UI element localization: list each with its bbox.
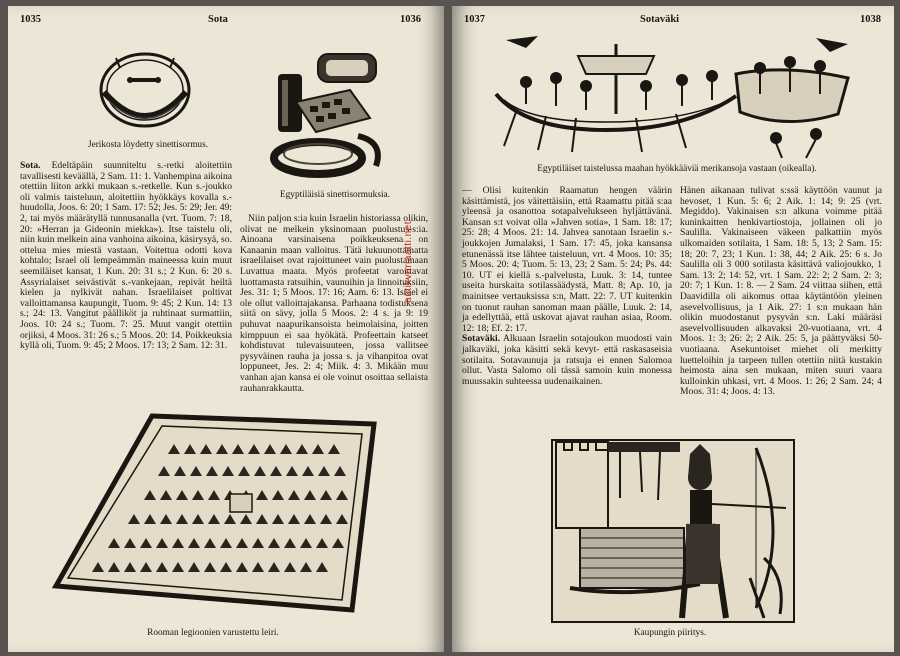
intro-paragraph: — Olisi kuitenkin Raamatun hengen väärin käsittämistä, jos väitettäisiin, että Raamattu pitää s:aa yleensä ja osanottoa sotapalvelukseen hyljättävänä. Kansan s:t voivat olla »Jahven sotia», 1 Sam. 18: 17; 25: 28; 4 Moos. 21: 14. Jahvea sanotaan Israelin s.-joukkojen Jumalaksi, 1 Sam. 17: 45, joka kansansa etunenässä itse lähtee taisteluun, vrt. 4 Moos. 10: 35; 5 Moos. 20: 4; Tuom. 5: 13, 23; 2 Sam. 5: 24; Ps. 44: 10. UT ei kiellä s.-palvelusta, Luuk. 3: 14, tuntee useita hurskaita sotilassäädystä, Matt. 8; Ap. 10, ja mainitsee vertauksissa s:n, Matt. 22: 7. UT kuitenkin on tuonut rauhan sanoman maan päälle, Luuk. 2: 14, ja edellyttää, että uskovat ajavat rauhan asiaa, Room. 12: 18; Ef. 2: 17.: [462, 185, 672, 334]
page-number-1037: 1037: [464, 14, 485, 25]
siege-caption: Kaupungin piiritys.: [633, 628, 707, 638]
right-column-1: [462, 186, 672, 434]
watermark-stamp: antikvariaatti.net: [403, 221, 414, 303]
roman-camp-illustration: [48, 410, 384, 618]
ring-caption: Jerikosta löydetty sinettisormus.: [87, 140, 209, 150]
left-page: [8, 6, 444, 652]
left-column-2: [240, 214, 428, 404]
naval-battle-relief-illustration: [486, 34, 858, 162]
seals-caption: Egyptiläisiä sinettisormuksia.: [279, 190, 390, 200]
left-column-1: [20, 161, 232, 407]
entry-text-sota: Edeltäpäin suunniteltu s.-retki aloitettiin tavallisesti keväällä, 2 Sam. 11: 1. Vanhempina aikoina otettiin liiton arkki mukaan s.-retkelle. Kun s.-joukko oli valmis taisteluun, aloitettiin hyökkäys kovalla s.-huudolla, Joos. 6: 20; 1 Sam. 17: 52; Jes. 5: 29; Jer. 49: 2, tai myös määrätyllä tunnusanalla (vrt. Tuom. 7: 18, 20: »Herran ja Gideonin miekka»). Itse taistelu oli, niin kuin melkein aina vanhoina aikoina, käsirysyä, so. ottelua mies miestä vastaan. Voitettua odotti kova kohtalo; Israel oli lempeämmän maineessa kuin muut seemiläiset kansat, 1 Kun. 20: 31 s.; 2 Kun. 6: 20 s. Assyrialaiset seivästivät s.-vankejaan, repivät heiltä kielen ja nylkivät nahan. Israelilaiset poltivat valloittamansa kaupungit, Tuom. 9: 45; 2 Kun. 14: 13 s.; 24: 13. Vangitut päälliköt ja ruhtinaat surmattiin, Joos. 10: 24 s.; Tuom. 7: 25. Muut vangit otettiin orjiksi, 4 Moos. 31: 26 s.; 5 Moos. 20: 14. Poikkeuksia kyllä oli, Tuom. 9: 45; 2 Moos. 17: 13; 2 Sam. 12: 31.: [20, 160, 232, 352]
battle-caption: Egyptiläiset taistelussa maahan hyökkääviä merikansoja vastaan (oikealla).: [537, 164, 817, 174]
entry-headword-sotavaki: Sotaväki.: [462, 333, 501, 345]
entry-headword-sota: Sota.: [20, 160, 41, 171]
page-number-1035: 1035: [20, 14, 41, 25]
army-paragraph: Hänen aikanaan tulivat s:ssä käyttöön vaunut ja hevoset, 1 Kun. 5: 6; 2 Aik. 1: 14; 9: 25 (vrt. Megiddo). Vakinaisen s:n alkuna voimme pitää kuninkaitten henkivartiostoja, jollainen oli jo Saulilla. Vakinaiseen väkeen palkattiin myös ulkomaiden sotilaita, 1 Sam. 18: 5, 13; 2 Sam. 15: 18; 20: 7, 23; 1 Kun. 1: 38, 44; 2 Aik. 25: 6 s. Jo Saulilla oli 3 000 sotilasta käsittävä valiojoukko, 1 Sam. 13: 2; 14: 52, vrt. 1 Sam. 22: 2; 2 Sam. 2: 3; 20: 7; 1 Kun. 1: 8. — 2 Sam. 24 viittaa siihen, että Daavidilla oli aikomus ottaa käytäntöön yleinen asevelvollisuus, ja 1 Aik. 27: 1 s:n mukaan hän olikin muodostanut pysyvän s:n. Laki määräsi asevelvollisuuden alkavaksi 20-vuotiaana, vrt. 4 Moos. 1: 3; 26: 2; 2 Aik. 25: 5, ja päättyväksi 50-vuotiaana. Asekuntoiset miehet oli merkitty luetteloihin ja tarpeen tullen otettiin niitä kustakin heimosta aina sen mukaan, miten suuri vaara kulloinkin uhkasi, vrt. 4 Moos. 1: 26; 2 Sam. 24; 4 Moos. 31: 4; Joos. 4: 13.: [680, 185, 882, 398]
entry-text-sotavaki: Alkuaan Israelin sotajoukon muodosti vain jalkaväki, joka käsitti sekä kevyt- että raskasaseisia sotilaita. Sotavaunuja ja ratsuja ei ennen Salomoa ollut. Vasta Salomo oli tässä samoin kuin monessa muussakin suhteessa uudenaikainen.: [462, 333, 672, 387]
running-title-sota: Sota: [208, 14, 228, 25]
page-number-1038: 1038: [860, 14, 881, 25]
running-title-sotavaki: Sotaväki: [640, 14, 680, 25]
city-siege-relief-illustration: [550, 438, 796, 624]
seal-ring-illustration: [90, 40, 200, 132]
right-page: [452, 6, 894, 652]
peace-paragraph: Niin paljon s:ia kuin Israelin historiassa olikin, olivat ne melkein yksinomaan puolustus-s:ia. Ainoana varsinaisena poikkeuksena on Kanaanin maan valloitus. Tätä lukuunottamatta israelilaiset ovat rajoittuneet vain puolustamaan Luvattua maata. Myös profeetat varoittavat luottamasta ratsuihin, vaunuihin ja linnoituksiin, Jes. 31: 1; 5 Moos. 17: 16; Aam. 6: 13. Israel ei ole ollut valloittajakansa. Parhaana todistuksena siitä on sävy, jolla 5 Moos. 2: 4 s. ja 9: 19 puhuvat naapurikansoista heimolaisina, joitten kimppuun ei saa hyökätä. Profeettain katseet kohdistuvat tulevaisuuteen, jossa vallitsee pysyväinen rauha ja jossa s. ja vihanpitoa ovat loppuneet, Jes. 2: 4; Miik. 4: 3. Mikään muu vanhan ajan kansa ei ole voinut osoittaa sellaista rauhanrakkautta.: [240, 213, 428, 394]
right-column-2: [680, 186, 882, 434]
page-number-1036: 1036: [400, 14, 421, 25]
egyptian-seal-rings-illustration: [258, 46, 398, 181]
camp-caption: Rooman legioonien varustettu leiri.: [147, 628, 279, 638]
